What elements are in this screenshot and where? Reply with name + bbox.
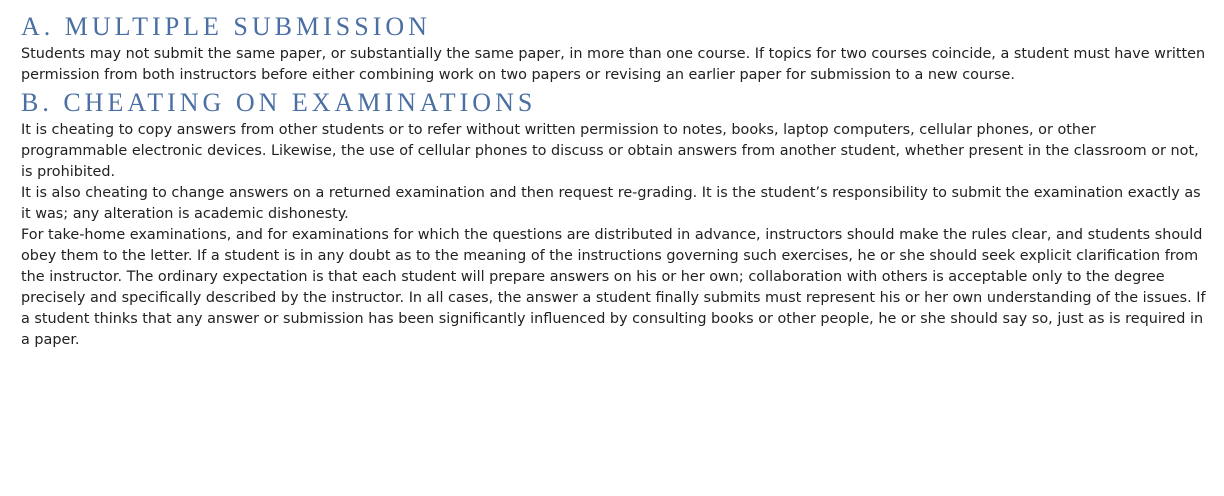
- section-b-paragraph-2: It is also cheating to change answers on a returned examination and then request re-grading. It is the student’s responsibility to submit the examination exactly as it was; any alteration is academic dishonesty.: [21, 185, 1201, 222]
- section-b-paragraph-3: For take-home examinations, and for examinations for which the questions are distributed in advance, instructors should make the rules clear, and students should obey them to the letter. If a student is in any doubt as to the meaning of the instructions governing such exercises, he or she should seek explicit clarification from the instructor. The ordinary expectation is that each student will prepare answers on his or her own; collaboration with others is acceptable only to the degree precisely and specifically described by the instructor. In all cases, the answer a student finally submits must represent his or her own understanding of the issues. If a student thinks that any answer or submission has been significantly influenced by consulting books or other people, he or she should say so, just as is required in a paper.: [21, 227, 1206, 348]
- section-b-heading: B. CHEATING ON EXAMINATIONS: [21, 88, 537, 117]
- section-a-paragraph-1: Students may not submit the same paper, or substantially the same paper, in more than one course. If topics for two courses coincide, a student must have written permission from both instructors before either combining work on two papers or revising an earlier paper for submission to a new course.: [21, 46, 1206, 83]
- section-a-heading: A. MULTIPLE SUBMISSION: [21, 12, 431, 41]
- section-b-paragraph-1: It is cheating to copy answers from other students or to refer without written permission to notes, books, laptop computers, cellular phones, or other programmable electronic devices. Likewise, the use of cellular phones to discuss or obtain answers from another student, whether present in the classroom or not, is prohibited.: [21, 122, 1199, 180]
- policy-content: [21, 10, 1206, 351]
